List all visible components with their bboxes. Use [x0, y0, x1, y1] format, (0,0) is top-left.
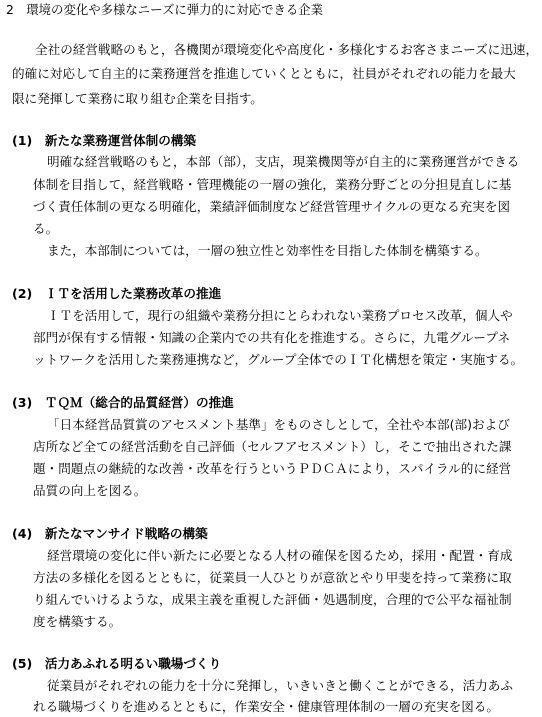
section-line: 体制を目指して，経営戦略・管理機能の一層の強化，業務分野ごとの分担見直しに基 [33, 177, 512, 192]
section-heading: (3) ＴＱＭ（総合的品質経営）の推進 [12, 395, 234, 410]
intro-line: 的確に対応して自主的に業務運営を推進していくとともに，社員がそれぞれの能力を最大 [12, 66, 516, 81]
section-line: 経営環境の変化に伴い新たに必要となる人材の確保を図るため，採用・配置・育成 [47, 548, 513, 563]
section-line: 「日本経営品質賞のアセスメント基準」をものさしとして，全社や本部(部)および [47, 417, 510, 432]
section-heading: (4) 新たなマンサイド戦略の構築 [12, 526, 208, 541]
section-line: 題・問題点の継続的な改善・改革を行うというＰＤＣＡにより，スパイラル的に経営 [33, 461, 512, 476]
section-line: 度を構築する。 [33, 614, 122, 629]
section-line: 部門が保有する情報・知識の企業内での共有化を推進する。さらに，九電グループネ [33, 330, 511, 345]
section-line: づく責任体制の更なる明確化，業績評価制度など経営管理サイクルの更なる充実を図 [33, 199, 511, 214]
section-line: 店所など全ての経営活動を自己評価（セルフアセスメント）し，そこで抽出された課 [33, 439, 512, 454]
section-line: また，本部制については，一層の独立性と効率性を目指した体制を構築する。 [47, 243, 488, 258]
section-heading: (1) 新たな業務運営体制の構築 [12, 133, 196, 148]
intro-line: 限に発揮して業務に取り組む企業を目指す。 [12, 91, 263, 106]
section-line: り組んでいけるような，成果主義を重視した評価・処遇制度，合理的で公平な福祉制 [33, 592, 512, 607]
section-line: 明確な経営戦略のもと，本部（部），支店，現業機関等が自主的に業務運営ができる [47, 154, 520, 169]
section-line: 方法の多様化を図るとともに，従業員一人ひとりが意欲とやり甲斐を持って業務に取 [33, 570, 512, 585]
section-heading: (5) 活力あふれる明るい職場づくり [12, 656, 222, 671]
section-line: れる職場づくりを進めるとともに，作業安全・健康管理体制の一層の充実を図る。 [33, 699, 499, 714]
section-line: ＩＴを活用して，現行の組織や業務分担にとらわれない業務プロセス改革，個人や [47, 308, 513, 323]
intro-line: 全社の経営戦略のもと，各機関が環境変化や高度化・多様化するお客さまニーズに迅速， [35, 42, 539, 57]
section-line: る。 [33, 221, 59, 236]
document-title: 2 環境の変化や多様なニーズに弾力的に対応できる企業 [6, 2, 324, 17]
section-line: ットワークを活用した業務連携など，グループ全体でのＩＴ化構想を策定・実施する。 [33, 352, 524, 367]
section-line: 品質の向上を図る。 [33, 483, 147, 498]
section-heading: (2) ＩＴを活用した業務改革の推進 [12, 286, 222, 301]
section-line: 従業員がそれぞれの能力を十分に発揮し，いきいきと働くことができる，活力あふ [47, 678, 513, 693]
